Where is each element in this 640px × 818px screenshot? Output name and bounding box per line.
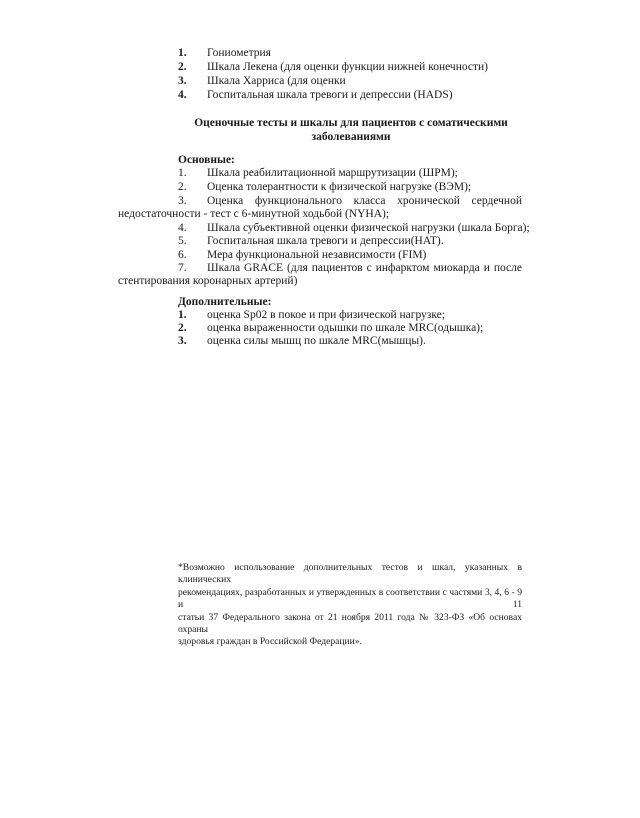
list-item: Оценка толерантности к физической нагрузке (ВЭМ);: [207, 181, 472, 193]
list-item: оценка Sp02 в покое и при физической нагрузке;: [207, 309, 445, 321]
list-number: 4.: [178, 222, 187, 234]
list-item-continuation: недостаточности - тест с 6-минутной ходьбой (NYHA);: [118, 208, 390, 220]
list-item-continuation: стентирования коронарных артерий): [118, 275, 298, 287]
additional-subheading: Дополнительные:: [178, 296, 272, 308]
list-number: 3.: [178, 195, 187, 207]
footnote-line: *Возможно использование дополнительных тестов и шкал, указанных в клинических: [178, 562, 522, 586]
heading-line: Оценочные тесты и шкалы для пациентов с соматическими: [194, 117, 508, 129]
list-item: оценка силы мышц по шкале MRC(мышцы).: [207, 335, 426, 347]
list-number: 7.: [178, 262, 187, 274]
list-item: Госпитальная шкала тревоги и депрессии (HADS): [207, 89, 453, 101]
list-number: 2.: [178, 61, 187, 73]
footnote-line: здоровья граждан в Российской Федерации».: [178, 636, 363, 648]
footnote-line: рекомендациях, разработанных и утвержденных в соответствии с частями 3, 4, 6 - 9 и 11: [178, 586, 522, 611]
list-item: Мера функциональной независимости (FIM): [207, 249, 427, 261]
list-item: оценка выраженности одышки по шкале MRC(одышка);: [207, 322, 484, 334]
list-item: Шкала Лекена (для оценки функции нижней конечности): [207, 61, 489, 73]
list-number: 1.: [178, 167, 187, 179]
list-item: Шкала реабилитационной маршрутизации (ШРМ);: [207, 167, 458, 179]
list-number: 3.: [178, 75, 187, 87]
list-number: 5.: [178, 235, 187, 247]
heading-line: заболеваниями: [311, 131, 391, 143]
list-item: Оценка функционального класса хронической сердечной: [207, 195, 522, 207]
list-item: Шкала субъективной оценки физической нагрузки (шкала Борга);: [207, 222, 530, 234]
list-item: Шкала Харриса (для оценки: [207, 75, 346, 87]
list-number: 4.: [178, 89, 187, 101]
list-number: 1.: [178, 309, 187, 321]
list-item: Госпитальная шкала тревоги и депрессии(HAT).: [207, 235, 444, 247]
list-item: Гониометрия: [207, 47, 271, 59]
footnote-line: статьи 37 Федерального закона от 21 ноября 2011 года № 323-ФЗ «Об основах охраны: [178, 611, 522, 636]
list-item: Шкала GRACE (для пациентов с инфарктом миокарда и после: [207, 262, 522, 274]
basic-subheading: Основные:: [178, 154, 235, 166]
list-number: 2.: [178, 322, 187, 334]
section-heading: [180, 116, 522, 144]
list-number: 6.: [178, 249, 187, 261]
list-number: 3.: [178, 335, 187, 347]
list-number: 2.: [178, 181, 187, 193]
list-number: 1.: [178, 47, 187, 59]
footnote: [178, 562, 522, 649]
